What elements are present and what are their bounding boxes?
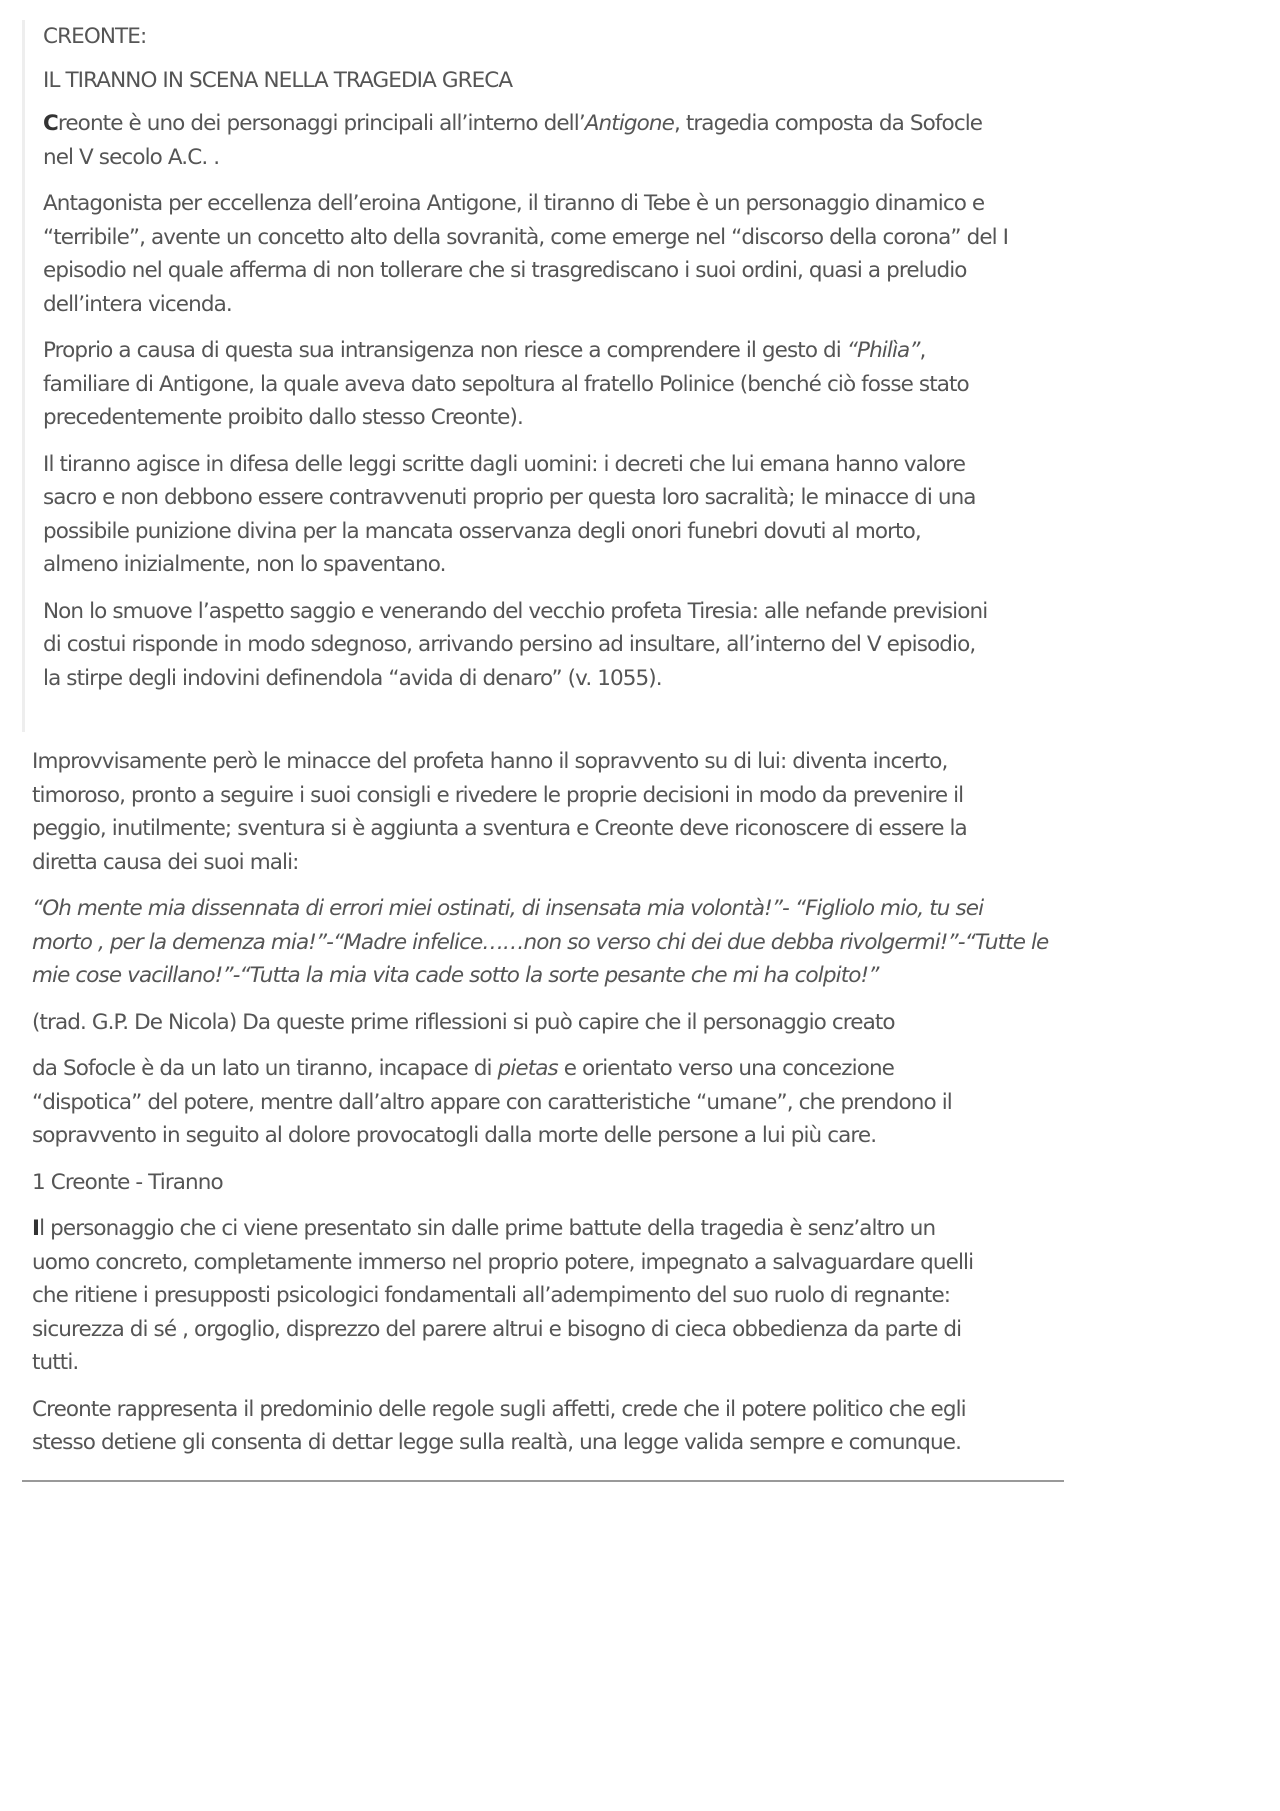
section-heading: 1 Creonte - Tiranno <box>32 1169 223 1195</box>
paragraph-line: che ritiene i presupposti psicologici fondamentali all’adempimento del suo ruolo di regnante: <box>32 1283 951 1308</box>
paragraph-line: diretta causa dei suoi mali: <box>32 849 299 875</box>
quotation-italic <box>32 892 1062 993</box>
paragraph-line: tutti. <box>32 1350 79 1375</box>
paragraph-line: almeno inizialmente, non lo spaventano. <box>43 552 446 577</box>
drop-cap: C <box>43 111 58 136</box>
paragraph-line <box>32 1052 1062 1086</box>
paragraph-leggi <box>43 448 1032 582</box>
paragraph-line: uomo concreto, completamente immerso nel proprio potere, impegnato a salvaguardare quelli <box>32 1249 974 1275</box>
paragraph-line: Antagonista per eccellenza dell’eroina Antigone, il tiranno di Tebe è un personaggio dinamico e <box>43 191 985 216</box>
main-text <box>32 745 1062 1473</box>
paragraph-line: di costui risponde in modo sdegnoso, arrivando persino ad insultare, all’interno del V episodio, <box>43 632 976 657</box>
document-title: CREONTE: <box>43 24 147 49</box>
paragraph-line: peggio, inutilmente; sventura si è aggiunta a sventura e Creonte deve riconoscere di essere la <box>32 816 967 841</box>
paragraph-line: “dispotica” del potere, mentre dall’altro appare con caratteristiche “umane”, che prendono il <box>32 1089 952 1115</box>
text-run: , <box>919 338 926 363</box>
paragraph-line <box>43 334 1032 368</box>
paragraph-personaggio <box>32 1212 1062 1380</box>
paragraph-line: la stirpe degli indovini definendola “avida di denaro” (v. 1055). <box>43 665 662 691</box>
paragraph-line: sacro e non debbono essere contravvenuti proprio per questa loro sacralità; le minacce di una <box>43 485 976 510</box>
quotation-line: mie cose vacillano!”-“Tutta la mia vita cade sotto la sorte pesante che mi ha colpito!” <box>32 963 879 988</box>
document-subtitle: IL TIRANNO IN SCENA NELLA TRAGEDIA GRECA <box>43 67 513 93</box>
quotation-line: “Oh mente mia dissennata di errori miei ostinati, di insensata mia volontà!”- “Figliolo mio, tu sei <box>32 896 984 921</box>
paragraph-intro <box>43 107 1032 174</box>
paragraph-line: “terribile”, avente un concetto alto della sovranità, come emerge nel “discorso della corona” del I <box>43 224 1009 250</box>
paragraph-sofocle <box>32 1052 1062 1153</box>
text-run: , tragedia composta da Sofocle <box>673 111 983 136</box>
paragraph-line <box>43 107 1032 141</box>
italic-title-antigone: Antigone <box>584 111 674 136</box>
paragraph-traduzione: (trad. G.P. De Nicola) Da queste prime riflessioni si può capire che il personaggio creato <box>32 1009 895 1035</box>
paragraph-line: sicurezza di sé , orgoglio, disprezzo del parere altrui e bisogno di cieca obbedienza da parte di <box>32 1316 962 1342</box>
paragraph-line: dell’intera vicenda. <box>43 291 232 317</box>
paragraph-antagonista <box>43 187 1032 321</box>
paragraph-improvvisamente <box>32 745 1062 879</box>
paragraph-line: possibile punizione divina per la mancata osservanza degli onori funebri dovuti al morto, <box>43 518 921 544</box>
text-run: reonte è uno dei personaggi principali all’interno dell’ <box>57 111 585 136</box>
paragraph-tiresia <box>43 595 1032 696</box>
bottom-divider <box>22 1480 1064 1482</box>
text-run: da Sofocle è da un lato un tiranno, incapace di <box>32 1056 498 1081</box>
paragraph-line: Non lo smuove l’aspetto saggio e venerando del vecchio profeta Tiresia: alle nefande previsioni <box>43 598 988 624</box>
paragraph-line: sopravvento in seguito al dolore provocatogli dalla morte delle persone a lui più care. <box>32 1123 877 1148</box>
paragraph-line: stesso detiene gli consenta di dettar legge sulla realtà, una legge valida sempre e comunque. <box>32 1430 962 1455</box>
quotation-line: morto , per la demenza mia!”-“Madre infelice……non so verso chi dei due debba rivolgermi!”-“Tutte le <box>32 929 1049 955</box>
paragraph-line: precedentemente proibito dallo stesso Creonte). <box>43 405 523 430</box>
paragraph-line: nel V secolo A.C. . <box>43 144 220 170</box>
paragraph-line: Il tiranno agisce in difesa delle leggi scritte dagli uomini: i decreti che lui emana hanno valore <box>43 451 966 477</box>
paragraph-line: episodio nel quale afferma di non tollerare che si trasgrediscano i suoi ordini, quasi a preludio <box>43 258 967 283</box>
paragraph-line: Improvvisamente però le minacce del profeta hanno il sopravvento su di lui: diventa incerto, <box>32 749 948 774</box>
text-run: l personaggio che ci viene presentato sin dalle prime battute della tragedia è senz’altro un <box>39 1216 936 1241</box>
paragraph-line: Creonte rappresenta il predominio delle regole sugli affetti, crede che il potere politico che egli <box>32 1396 966 1422</box>
blockquote <box>22 20 1032 732</box>
drop-cap: I <box>32 1216 40 1241</box>
text-run: Proprio a causa di questa sua intransigenza non riesce a comprendere il gesto di <box>43 338 847 363</box>
paragraph-predominio <box>32 1393 1062 1460</box>
paragraph-intransigenza <box>43 334 1032 435</box>
italic-philia: “Philìa” <box>846 338 920 363</box>
italic-pietas: pietas <box>497 1056 558 1081</box>
text-run: e orientato verso una concezione <box>557 1056 895 1081</box>
paragraph-line: familiare di Antigone, la quale aveva dato sepoltura al fratello Polinice (benché ciò fosse stato <box>43 371 969 397</box>
paragraph-line <box>32 1212 1062 1246</box>
paragraph-line: timoroso, pronto a seguire i suoi consigli e rivedere le proprie decisioni in modo da prevenire il <box>32 782 964 808</box>
